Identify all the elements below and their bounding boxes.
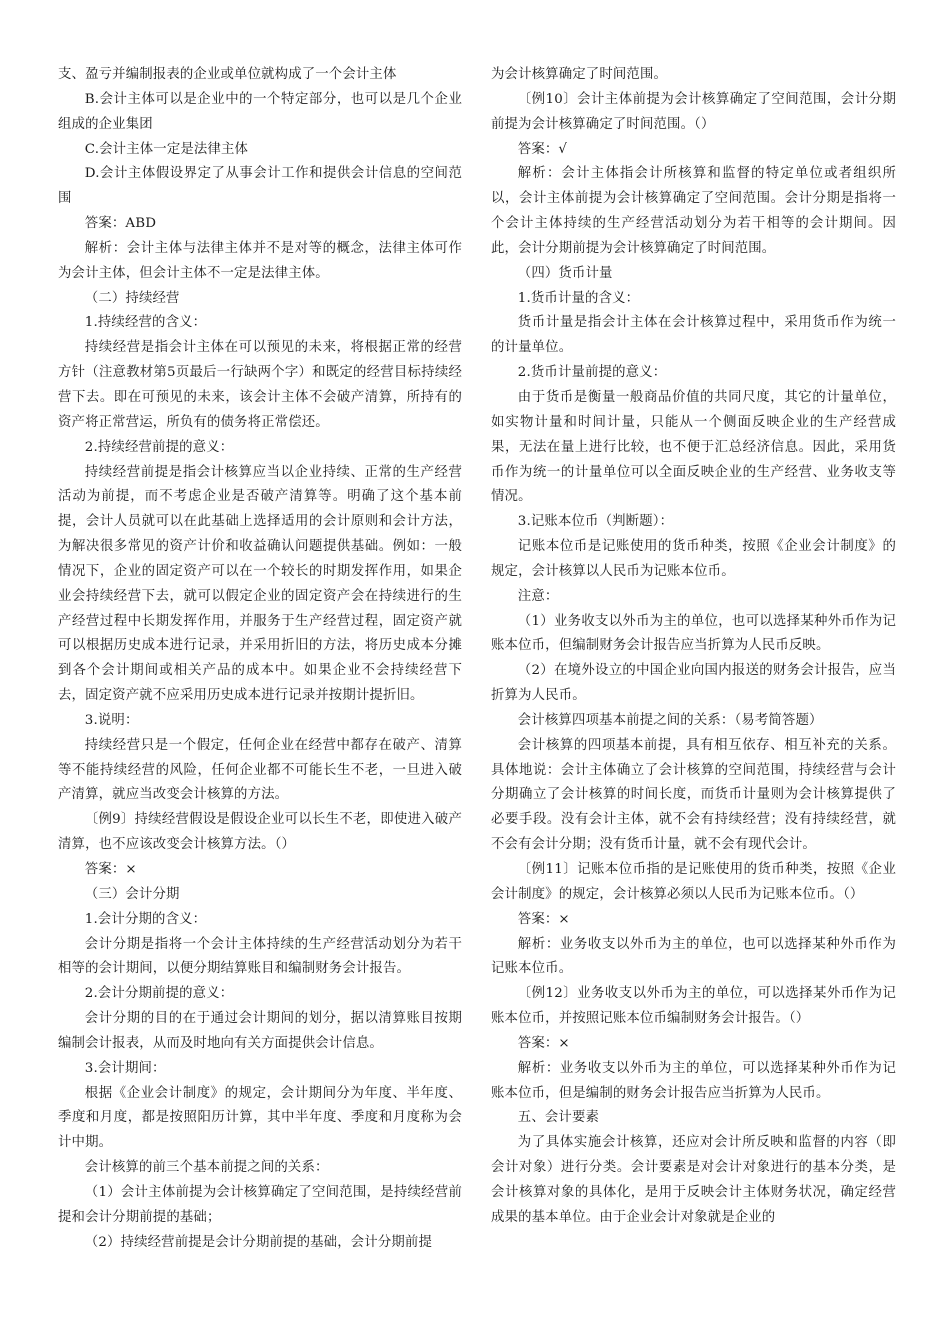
left-column-paragraph: 3.会计期间： [84,1060,166,1076]
left-column-paragraph: （2）持续经营前提是会计分期前提的基础，会计分期前提 [84,1234,432,1250]
left-text-column [58,63,462,1256]
right-column-paragraph: 〔例12〕业务收支以外币为主的单位，可以选择某外币作为记账本位币，并按照记账本位币编制财务会计报告。（） [491,986,896,1027]
left-column-paragraph: 持续经营只是一个假定，任何企业在经营中都存在破产、清算等不能持续经营的风险，任何企业都不可能长生不老，一旦进入破产清算，就应当改变会计核算的方法。 [58,737,462,803]
right-column-paragraph: 解析：业务收支以外币为主的单位，可以选择某种外币作为记账本位币，但是编制的财务会计报告应当折算为人民币。 [491,1060,896,1101]
right-column-paragraph: （2）在境外设立的中国企业向国内报送的财务会计报告，应当折算为人民币。 [491,663,896,704]
left-column-paragraph: 答案：ABD [84,216,157,232]
right-column-paragraph: 1.货币计量的含义： [517,290,640,306]
right-column-paragraph: 由于货币是衡量一般商品价值的共同尺度，其它的计量单位，如实物计量和时间计量，只能从一个侧面反映企业的生产经营成果，无法在量上进行比较，也不便于汇总经济信息。因此，采用货币作为统一的计量单位可以全面反映企业的生产经营、业务收支等情况。 [491,389,896,505]
right-column-paragraph: 为会计核算确定了时间范围。 [491,67,668,82]
right-column-paragraph: 会计核算的四项基本前提，具有相互依存、相互补充的关系。具体地说：会计主体确立了会计核算的空间范围，持续经营与会计分期确立了会计核算的时间长度，而货币计量则为会计核算提供了必要手段。没有会计主体，就不会有持续经营；没有持续经营，就不会有会计分期；没有货币计量，就不会有现代会计。 [491,737,896,853]
right-column-paragraph: 3.记账本位币（判断题）： [517,514,674,530]
right-column-paragraph: 答案：× [517,911,570,927]
left-column-paragraph: B.会计主体可以是企业中的一个特定部分，也可以是几个企业组成的企业集团 [58,91,462,132]
left-column-paragraph: 1.会计分期的含义： [84,911,207,927]
left-column-paragraph: （1）会计主体前提为会计核算确定了空间范围，是持续经营前提和会计分期前提的基础； [58,1184,462,1225]
left-column-paragraph: （二）持续经营 [84,290,180,306]
right-column-paragraph: 解析：业务收支以外币为主的单位，也可以选择某种外币作为记账本位币。 [491,936,896,977]
left-column-paragraph: 会计分期是指将一个会计主体持续的生产经营活动划分为若干相等的会计期间，以便分期结算账目和编制财务会计报告。 [58,936,462,977]
right-column-paragraph: 〔例11〕记账本位币指的是记账使用的货币种类，按照《企业会计制度》的规定，会计核算必须以人民币为记账本位币。（） [491,862,896,902]
left-column-paragraph: 2.会计分期前提的意义： [84,986,234,1002]
right-column-paragraph: 五、会计要素 [517,1110,600,1126]
left-column-paragraph: 会计核算的前三个基本前提之间的关系： [84,1160,329,1176]
right-column-paragraph: 答案：√ [517,141,568,157]
right-column-paragraph: 答案：× [517,1035,570,1051]
right-column-paragraph: 注意： [517,588,559,604]
left-column-paragraph: 3.说明： [84,712,139,728]
right-column-paragraph: 解析：会计主体指会计所核算和监督的特定单位或者组织所以，会计主体前提为会计核算确定了空间范围。会计分期是指将一个会计主体持续的生产经营活动划分为若干相等的会计期间。因此，会计分期前提为会计核算确定了时间范围。 [491,166,896,256]
left-column-paragraph: （三）会计分期 [84,886,180,902]
right-text-column [491,63,896,1231]
left-column-paragraph: 2.持续经营前提的意义： [84,439,234,455]
right-column-paragraph: 〔例10〕会计主体前提为会计核算确定了空间范围，会计分期前提为会计核算确定了时间范围。（） [491,91,896,132]
right-column-paragraph: 2.货币计量前提的意义： [517,365,667,381]
left-column-paragraph: 根据《企业会计制度》的规定，会计期间分为年度、半年度、季度和月度，都是按照阳历计算，其中半年度、季度和月度称为会计中期。 [58,1085,462,1151]
right-column-paragraph: 记账本位币是记账使用的货币种类，按照《企业会计制度》的规定，会计核算以人民币为记账本位币。 [491,539,896,579]
left-column-paragraph: 解析：会计主体与法律主体并不是对等的概念，法律主体可作为会计主体，但会计主体不一定是法律主体。 [58,240,462,281]
left-column-paragraph: 支、盈亏并编制报表的企业或单位就构成了一个会计主体 [58,67,397,82]
right-column-paragraph: 会计核算四项基本前提之间的关系：（易考简答题） [517,712,823,728]
right-column-paragraph: （1）业务收支以外币为主的单位，也可以选择某种外币作为记账本位币，但编制财务会计报告应当折算为人民币反映。 [491,613,896,654]
right-column-paragraph: 货币计量是指会计主体在会计核算过程中，采用货币作为统一的计量单位。 [491,315,896,356]
right-column-paragraph: （四）货币计量 [517,265,613,281]
left-column-paragraph: 持续经营是指会计主体在可以预见的未来，将根据正常的经营方针（注意教材第5页最后一行缺两个字）和既定的经营目标持续经营下去。即在可预见的未来，该会计主体不会破产清算，所持有的资产将正常营运，所负有的债务将正常偿还。 [58,340,462,430]
left-column-paragraph: 答案：× [84,862,137,877]
left-column-paragraph: 〔例9〕持续经营假设是假设企业可以长生不老，即使进入破产清算，也不应该改变会计核算方法。（） [58,812,462,853]
left-column-paragraph: C.会计主体一定是法律主体 [84,141,249,157]
left-column-paragraph: 1.持续经营的含义： [84,315,207,331]
left-column-paragraph: 持续经营前提是指会计核算应当以企业持续、正常的生产经营活动为前提，而不考虑企业是否破产清算等。明确了这个基本前提，会计人员就可以在此基础上选择适用的会计原则和会计方法，为解决很多常见的资产计价和收益确认问题提供基础。例如：一般情况下，企业的固定资产可以在一个较长的时期发挥作用，如果企业会持续经营下去，就可以假定企业的固定资产会在持续进行的生产经营过程中长期发挥作用，并服务于生产经营过程，固定资产就可以根据历史成本进行记录，并采用折旧的方法，将历史成本分摊到各个会计期间或相关产品的成本中。如果企业不会持续经营下去，固定资产就不应采用历史成本进行记录并按期计提折旧。 [58,464,462,704]
left-column-paragraph: 会计分期的目的在于通过会计期间的划分，据以清算账目按期编制会计报表，从而及时地向有关方面提供会计信息。 [58,1011,462,1051]
left-column-paragraph: D.会计主体假设界定了从事会计工作和提供会计信息的空间范围 [58,166,462,207]
right-column-paragraph: 为了具体实施会计核算，还应对会计所反映和监督的内容（即会计对象）进行分类。会计要素是对会计对象进行的基本分类，是会计核算对象的具体化，是用于反映会计主体财务状况，确定经营成果的基本单位。由于企业会计对象就是企业的 [491,1135,896,1225]
